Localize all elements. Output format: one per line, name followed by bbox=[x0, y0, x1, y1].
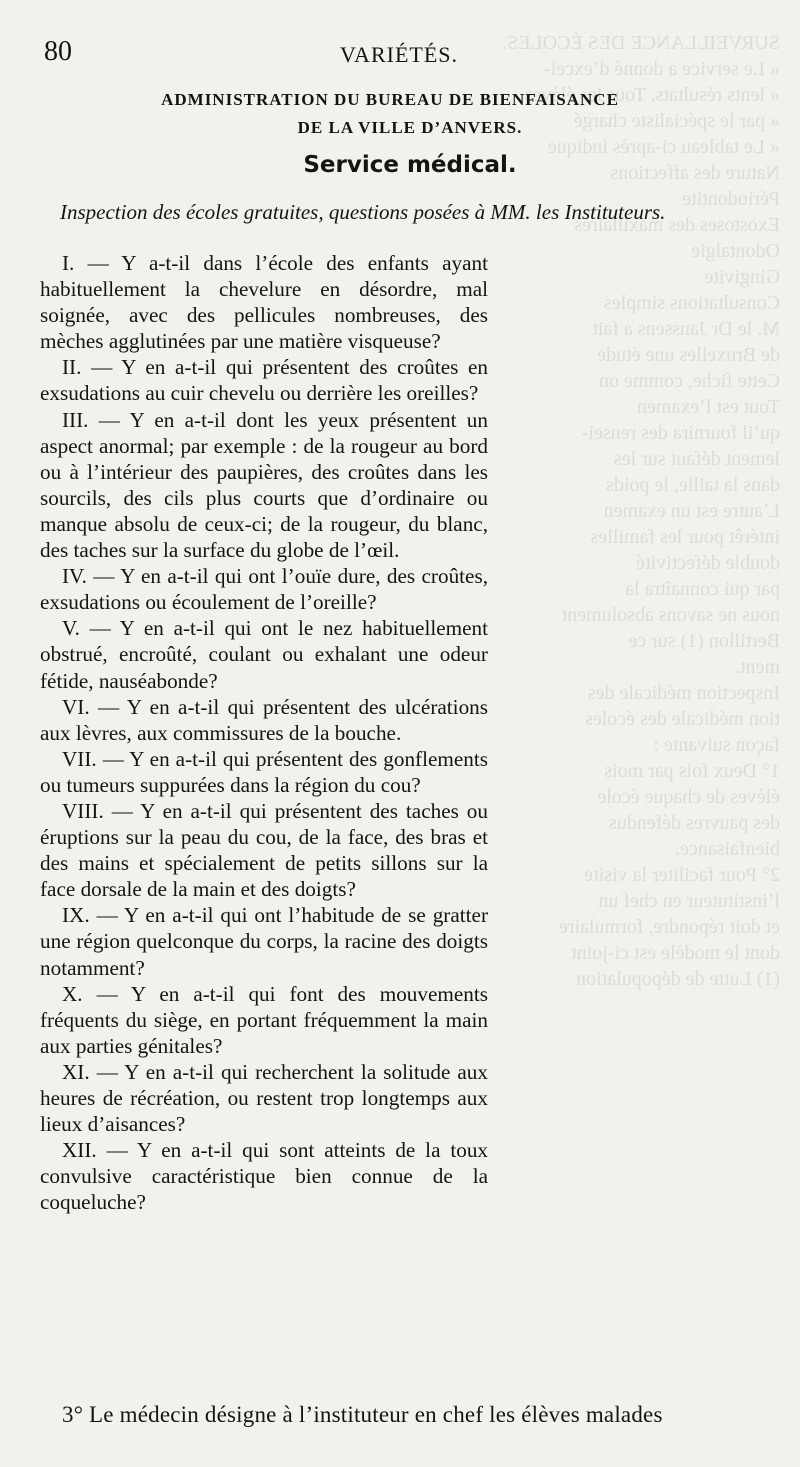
question-item bbox=[40, 354, 488, 406]
question-item bbox=[40, 615, 488, 693]
question-number: IV. bbox=[62, 564, 87, 589]
question-item bbox=[40, 1059, 488, 1137]
page-header bbox=[44, 36, 770, 76]
question-number: VII. bbox=[62, 746, 97, 771]
question-text: — Y en a-t-il qui présentent des croûtes en exsudations au cuir chevelu ou derrière les oreilles? bbox=[40, 355, 489, 406]
question-number: V. bbox=[62, 616, 80, 641]
question-text: — Y en a-t-il dont les yeux présentent un aspect anormal; par exemple : de la rougeur au bord ou à l’intérieur des paupières, des croûtes dans les sourcils, des cils plus courts que d’ordinaire ou manque absolu de ceux-ci; de la rougeur, du blanc, des taches sur la surface du globe de l’œil. bbox=[40, 407, 488, 563]
question-text: — Y en a-t-il qui présentent des ulcérations aux lèvres, aux commissures de la bouche. bbox=[40, 694, 489, 745]
question-item bbox=[40, 1137, 488, 1215]
question-item bbox=[40, 407, 488, 564]
section-subtitle: Inspection des écoles gratuites, questions posées à MM. les Instituteurs. bbox=[60, 200, 666, 224]
question-item bbox=[40, 563, 488, 615]
page-number: 80 bbox=[44, 36, 72, 67]
question-number: I. bbox=[62, 251, 75, 275]
question-number: III. bbox=[62, 407, 89, 432]
question-text: — Y en a-t-il qui ont l’ouïe dure, des croûtes, exsudations ou écoulement de l’oreille? bbox=[40, 564, 488, 615]
question-text: — Y en a-t-il qui font des mouvements fréquents du siège, en portant fréquemment la main aux parties génitales? bbox=[40, 981, 489, 1058]
question-number: IX. bbox=[62, 903, 90, 928]
section-title: Service médical. bbox=[303, 152, 517, 178]
question-number: II. bbox=[62, 355, 82, 380]
question-text: — Y en a-t-il qui sont atteints de la toux convulsive caractéristique bien connue de la coqueluche? bbox=[40, 1138, 489, 1215]
question-text: — Y en a-t-il qui présentent des gonflements ou tumeurs suppurées dans la région du cou? bbox=[40, 746, 488, 797]
question-item bbox=[40, 981, 488, 1059]
bleed-through-texture: SURVEILLANCE DES ÉCOLES. « Le service a donné d’excel- « lents résultats. Tous les élèves « par le spécialiste chargé « Le tableau ci-après indique Nature des affections Périodontite Exostoses des maxillaires Odontalgie Gingivite Consultations simples M. le Dr Janssens a fait de Bruxelles une étude Cette fiche, comme on Tout est l’examen qu’il fournira des rensei- lement défaut sur les dans la taille, le poids L’autre est un examen intérêt pour les familles double défectivité par qui connaîtra la nous ne savons absolument Bertillon (1) sur ce ment. Inspection médicale des tion médicale des écoles façon suivante : 1° Deux fois par mois élèves de chaque école des pauvres défendus bienfaisance. 2° Pour faciliter la visite l’instituteur en chef un et doit répondre, formulaire dont le modèle est ci-joint (1) Lutte de dépopulation bbox=[502, 32, 780, 990]
question-text: — Y en a-t-il qui présentent des taches ou éruptions sur la peau du cou, de la face, des bras et des mains et spécialement de petits sillons sur la face dorsale de la main et des doigts? bbox=[40, 798, 488, 902]
question-list bbox=[40, 250, 488, 1215]
question-item bbox=[40, 902, 488, 980]
question-item bbox=[40, 746, 488, 798]
question-text: — Y a-t-il dans l’école des enfants ayant habituellement la chevelure en désordre, mal soignée, avec des pellicules nombreuses, des mèches agglutinées par une matière visqueuse? bbox=[40, 251, 489, 354]
question-item bbox=[40, 694, 488, 746]
question-text: — Y en a-t-il qui recherchent la solitude aux heures de récréation, ou restent trop longtemps aux lieux d’aisances? bbox=[40, 1059, 488, 1137]
question-number: XI. bbox=[62, 1059, 90, 1084]
question-item bbox=[40, 250, 488, 354]
question-number: XII. bbox=[62, 1138, 97, 1163]
question-text: — Y en a-t-il qui ont l’habitude de se gratter une région quelconque du corps, la racine des doigts notamment? bbox=[40, 903, 489, 980]
question-text: — Y en a-t-il qui ont le nez habituellement obstrué, encroûté, coulant ou exhalant une odeur fétide, nauséabonde? bbox=[40, 616, 488, 693]
administration-heading: ADMINISTRATION DU BUREAU DE BIENFAISANCE bbox=[161, 90, 619, 109]
question-number: X. bbox=[62, 981, 83, 1006]
question-number: VI. bbox=[62, 694, 90, 719]
running-head: VARIÉTÉS. bbox=[340, 42, 458, 67]
administration-heading-line2: DE LA VILLE D’ANVERS. bbox=[297, 118, 523, 137]
question-number: VIII. bbox=[62, 798, 104, 823]
question-item bbox=[40, 798, 488, 902]
continuation-line: 3° Le médecin désigne à l’instituteur en chef les élèves malades bbox=[62, 1402, 663, 1427]
